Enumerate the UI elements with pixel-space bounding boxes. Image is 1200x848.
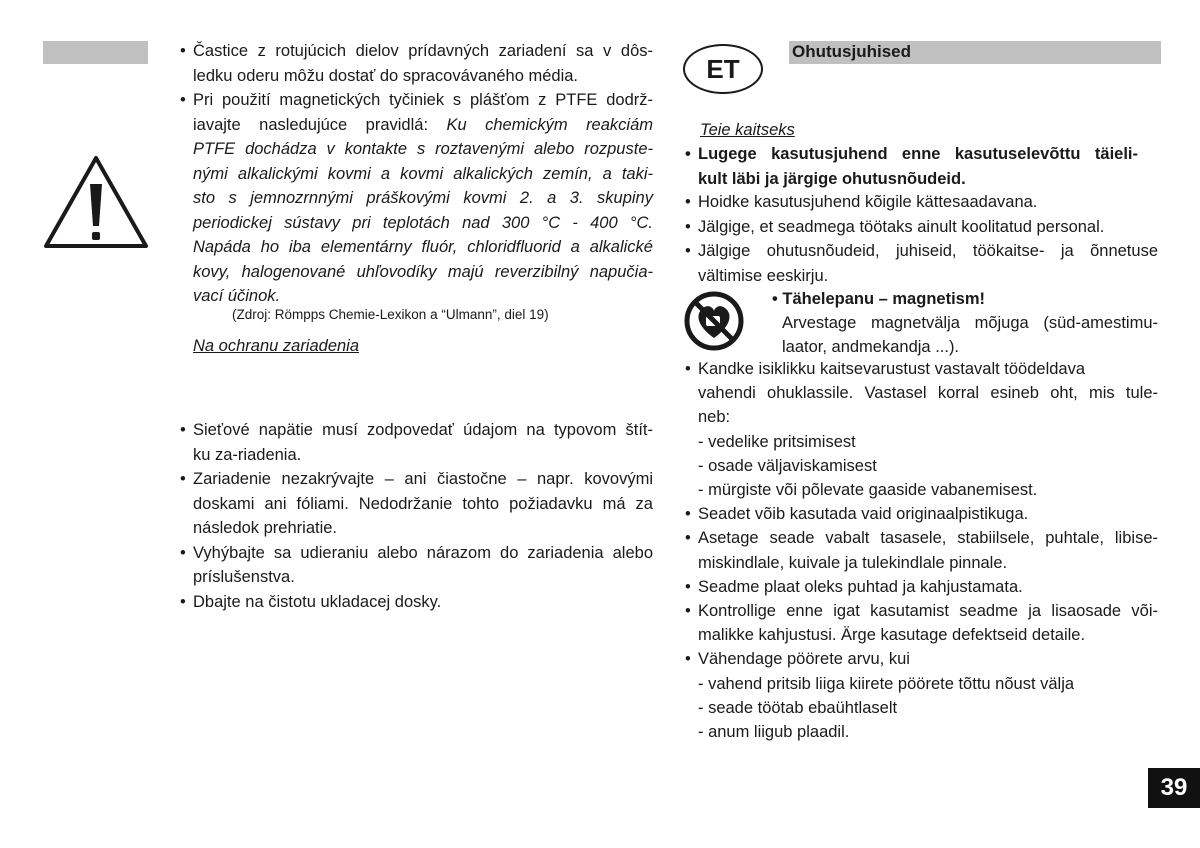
- plain-span: iavajte nasledujúce pravidlá:: [193, 115, 447, 134]
- list-item-line: príslušenstva.: [193, 568, 295, 586]
- list-item: • Jälgige ohutusnõudeid, juhiseid, töökaitse- ja õnnetuse: [698, 239, 1158, 263]
- left-header-bar: [43, 41, 148, 64]
- list-item-line: miskindlale, kuivale ja tulekindlale pinnale.: [698, 553, 1008, 572]
- page-number: 39: [1148, 768, 1200, 808]
- list-item: • Pri použití magnetických tyčiniek s plášťom z PTFE dodrž-: [193, 88, 653, 112]
- dash-item: - mürgiste või põlevate gaaside vabanemisest.: [698, 481, 1038, 499]
- list-item-line: PTFE dochádza v kontakte s roztavenými alebo rozpuste-: [193, 140, 653, 158]
- no-pacemaker-icon: [683, 290, 745, 352]
- dash-item: - vedelike pritsimisest: [698, 432, 856, 451]
- warning-triangle-icon: [42, 154, 150, 250]
- list-item-line: sto s jemnozrnnými práškovými kovmi 2. a 3. skupiny: [193, 189, 653, 207]
- list-item-line: [193, 113, 653, 137]
- list-item: • Jälgige, et seadmega töötaks ainult koolitatud personal.: [698, 215, 1104, 239]
- list-item: • Asetage seade vabalt tasasele, stabiilsele, puhtale, libise-: [698, 526, 1158, 550]
- dash-item: - anum liigub plaadil.: [698, 723, 850, 741]
- list-item-line: doskami ani fóliami. Nedodržanie tohto požiadavku má za: [193, 494, 653, 513]
- list-item: • Seadet võib kasutada vaid originaalpistikuga.: [698, 502, 1028, 526]
- list-item-line: kovy, halogenované uhľovodíky majú reverzibilný napučia-: [193, 262, 653, 281]
- list-item-line: ku za-riadenia.: [193, 445, 302, 464]
- list-item-line: následok prehriatie.: [193, 519, 338, 537]
- list-item-line: kult läbi ja järgige ohutusnõudeid.: [698, 169, 966, 188]
- list-item-line: vahendi ohuklassile. Vastasel korral esineb oht, mis tule-: [698, 384, 1158, 403]
- magnet-warning-title: • Tähelepanu – magnetism!: [772, 290, 985, 308]
- magnet-warning-line: Arvestage magnetvälja mõjuga (süd-amestimu-: [782, 314, 1158, 332]
- italic-span: Ku chemickým reakciám: [446, 115, 654, 134]
- list-item-line: ledku oderu môžu dostať do spracovávaného média.: [193, 66, 579, 85]
- list-item-bold: • Lugege kasutusjuhend enne kasutuselevõttu täieli-: [698, 142, 1138, 166]
- list-item-line: vací účinok.: [193, 287, 281, 305]
- list-item-line: nými alkalickými kovmi a kovmi alkalických zemín, a taki-: [193, 164, 653, 183]
- list-item: • Kandke isiklikku kaitsevarustust vastavalt töödeldava: [698, 357, 1085, 381]
- subheading: Teie kaitseks: [700, 121, 795, 139]
- list-item-line: malikke kahjustusi. Ärge kasutage defektseid detaile.: [698, 626, 1086, 645]
- list-item-line: neb:: [698, 408, 731, 427]
- list-item: • Sieťové napätie musí zodpovedať údajom na typovom štít-: [193, 418, 653, 442]
- list-item: • Častice z rotujúcich dielov prídavných zariadení sa v dôs-: [193, 39, 653, 63]
- list-item: • Kontrollige enne igat kasutamist seadme ja lisaosade või-: [698, 599, 1158, 623]
- list-item: • Vähendage pöörete arvu, kui: [698, 647, 910, 671]
- dash-item: - osade väljaviskamisest: [698, 456, 877, 475]
- list-item-line: Napáda ho iba elementárny fluór, chloridfluorid a alkalické: [193, 238, 653, 256]
- list-item-line: periodickej sústavy pri teplotách nad 300 °C - 400 °C.: [193, 213, 653, 232]
- dash-item: - seade töötab ebaühtlaselt: [698, 698, 898, 717]
- source-note: (Zdroj: Römpps Chemie-Lexikon a “Ulmann”, diel 19): [232, 307, 549, 322]
- dash-item: - vahend pritsib liiga kiirete pöörete tõttu nõust välja: [698, 674, 1075, 693]
- list-item: • Dbajte na čistotu ukladacej dosky.: [193, 590, 441, 614]
- magnet-warning-line: laator, andmekandja ...).: [782, 338, 960, 356]
- list-item: • Seadme plaat oleks puhtad ja kahjustamata.: [698, 575, 1023, 599]
- language-badge: ET: [683, 44, 763, 94]
- section-heading: Na ochranu zariadenia: [193, 337, 360, 355]
- list-item-line: vältimise eeskirju.: [698, 266, 829, 285]
- section-title: Ohutusjuhised: [792, 42, 911, 61]
- list-item: • Zariadenie nezakrývajte – ani čiastočne – napr. kovovými: [193, 467, 653, 491]
- list-item: • Hoidke kasutusjuhend kõigile kättesaadavana.: [698, 190, 1037, 214]
- list-item: • Vyhýbajte sa udieraniu alebo nárazom do zariadenia alebo: [193, 541, 653, 565]
